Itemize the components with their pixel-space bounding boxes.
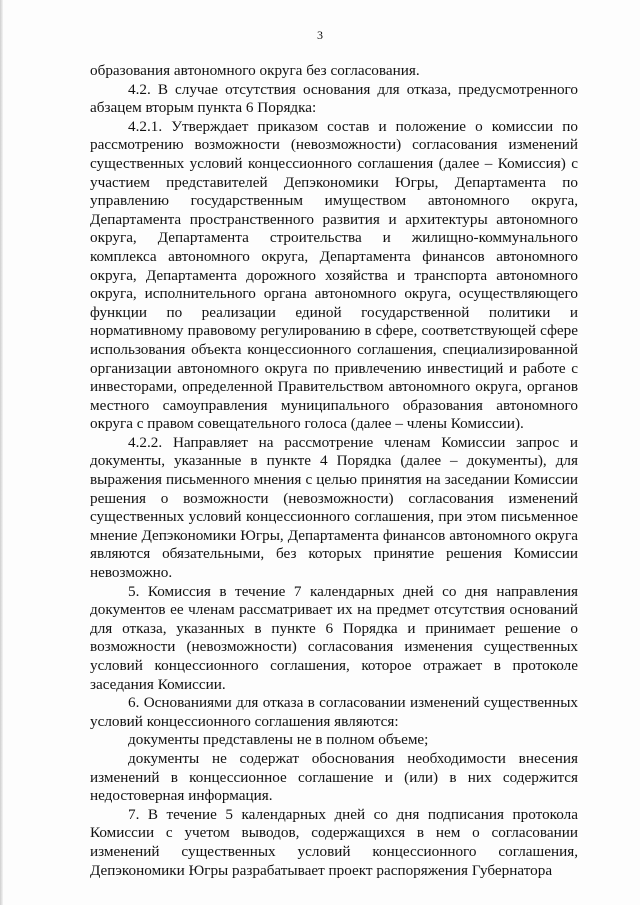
page-number: 3 bbox=[317, 28, 323, 42]
paragraph: документы не содержат обоснования необходимости внесения изменений в концессионное соглашение и (или) в них содержится недостоверная информация. bbox=[90, 749, 578, 805]
paragraph: 4.2. В случае отсутствия основания для отказа, предусмотренного абзацем вторым пункта 6 Порядка: bbox=[90, 80, 578, 117]
paragraph: 4.2.1. Утверждает приказом состав и положение о комиссии по рассмотрению возможности (невозможности) согласования изменений существенных условий концессионного соглашения (далее – Комиссия) с участием представителей Депэкономики Югры, Департамента по управлению государственным имуществом автономного округа, Департамента пространственного развития и архитектуры автономного округа, Департамента строительства и жилищно-коммунального комплекса автономного округа, Департамента финансов автономного округа, Департамента дорожного хозяйства и транспорта автономного округа, исполнительного органа автономного округа, осуществляющего функции по реализации единой государственной политики и нормативному правовому регулированию в сфере, соответствующей сфере использования объекта концессионного соглашения, специализированной организации автономного округа по привлечению инвестиций и работе с инвесторами, определенной Правительством автономного округа, органов местного самоуправления муниципального образования автономного округа с правом совещательного голоса (далее – члены Комиссии). bbox=[90, 117, 578, 433]
paragraph: 6. Основаниями для отказа в согласовании изменений существенных условий концессионного соглашения являются: bbox=[90, 694, 578, 730]
paragraph: образования автономного округа без согласования. bbox=[90, 62, 420, 79]
paragraph: 4.2.2. Направляет на рассмотрение членам Комиссии запрос и документы, указанные в пункте 4 Порядка (далее – документы), для выражения письменного мнения с целью принятия на заседании Комиссии решения о возможности (невозможности) согласования изменений существенных условий концессионного соглашения, при этом письменное мнение Депэкономики Югры, Департамента финансов автономного округа являются обязательными, без которых принятие решения Комиссии невозможно. bbox=[90, 433, 578, 582]
page-edge-shadow bbox=[0, 0, 3, 905]
paragraph: 7. В течение 5 календарных дней со дня подписания протокола Комиссии с учетом выводов, содержащихся в нем о согласовании изменений существенных условий концессионного соглашения, Депэкономики Югры разрабатывает проект распоряжения Губернатора bbox=[90, 805, 578, 879]
paragraph: 5. Комиссия в течение 7 календарных дней со дня направления документов ее членам рассматривает их на предмет отсутствия оснований для отказа, указанных в пункте 6 Порядка и принимает решение о возможности (невозможности) согласования изменения существенных условий концессионного соглашения, которое отражает в протоколе заседания Комиссии. bbox=[90, 582, 578, 693]
document-body bbox=[90, 62, 578, 880]
paragraph: документы представлены не в полном объеме; bbox=[128, 731, 429, 749]
